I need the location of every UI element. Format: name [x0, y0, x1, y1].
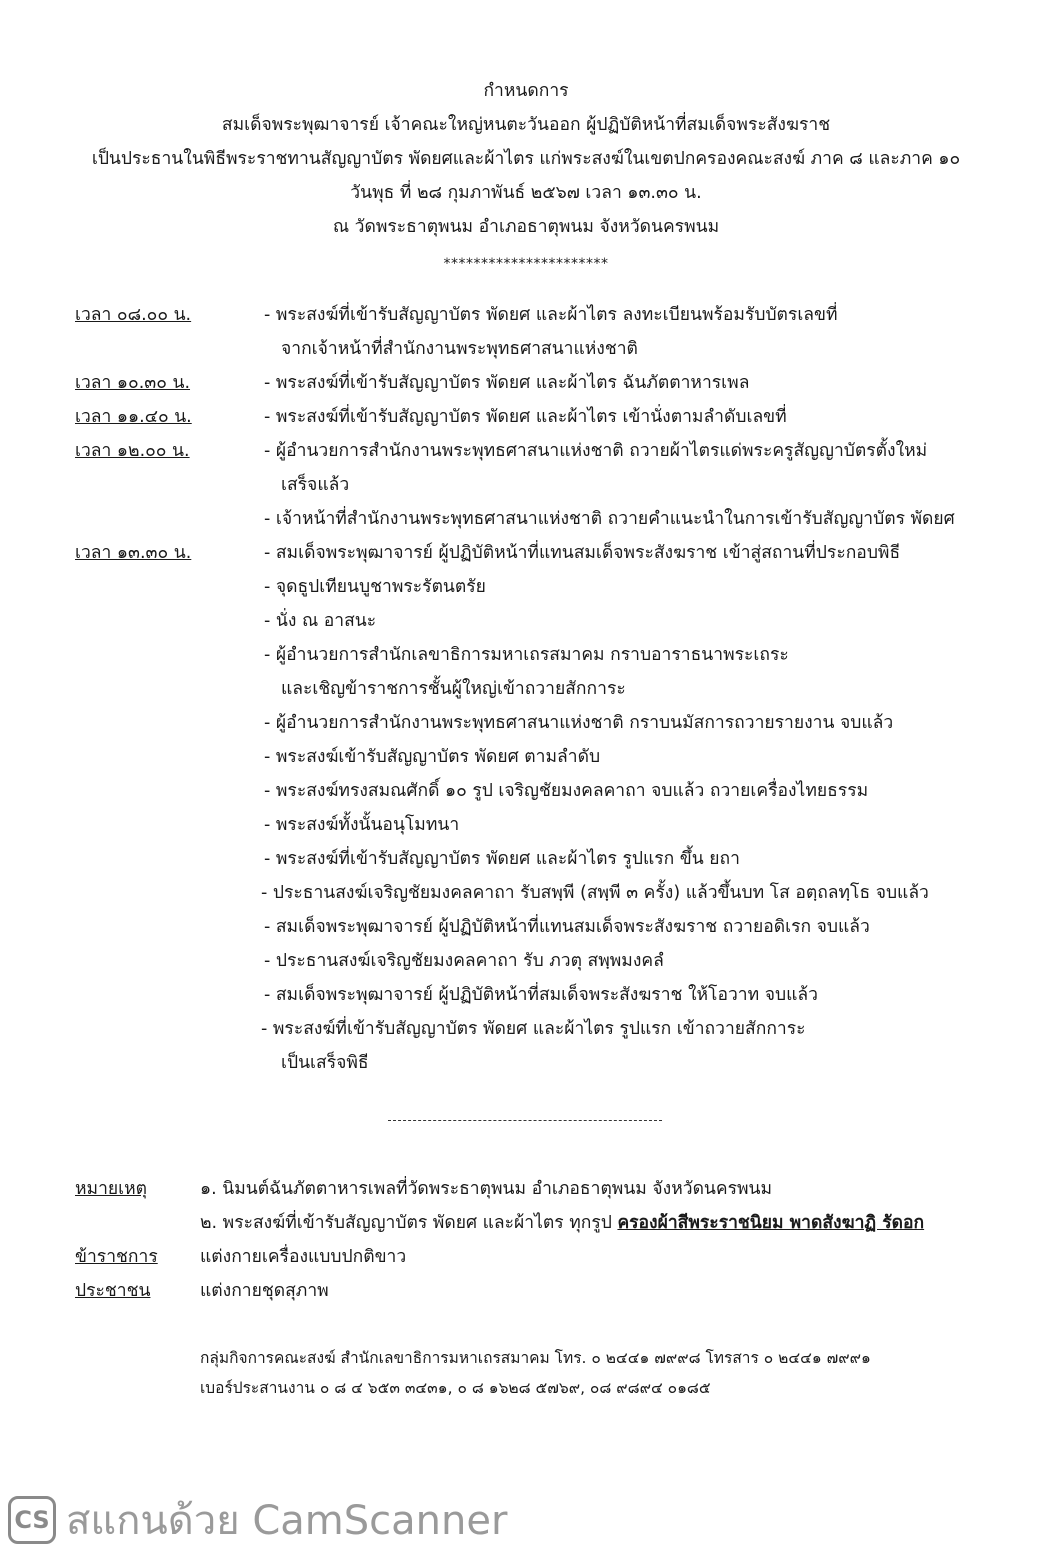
time-label: เวลา ๑๒.๐๐ น. [75, 441, 190, 461]
header-line-date: วันพุธ ที่ ๒๘ กุมภาพันธ์ ๒๕๖๗ เวลา ๑๓.๓๐ น. [350, 183, 702, 203]
header-line-venue: ณ วัดพระธาตุพนม อำเภอธาตุพนม จังหวัดนครพนม [332, 217, 720, 237]
dashed-divider [388, 1120, 662, 1121]
schedule-item: - พระสงฆ์ที่เข้ารับสัญญาบัตร พัดยศ และผ้าไตร ลงทะเบียนพร้อมรับบัตรเลขที่ [264, 305, 838, 325]
schedule-item: - พระสงฆ์ทั้งนั้นอนุโมทนา [264, 815, 460, 835]
document-header [0, 74, 1052, 244]
schedule-item: - พระสงฆ์ที่เข้ารับสัญญาบัตร พัดยศ และผ้าไตร ฉันภัตตาหารเพล [264, 373, 750, 393]
schedule-item: - พระสงฆ์เข้ารับสัญญาบัตร พัดยศ ตามลำดับ [264, 747, 601, 767]
public-dress: แต่งกายชุดสุภาพ [200, 1281, 329, 1301]
schedule-item: - สมเด็จพระพุฒาจารย์ ผู้ปฏิบัติหน้าที่แทนสมเด็จพระสังฆราช ถวายอดิเรก จบแล้ว [264, 917, 870, 937]
schedule-item: - เจ้าหน้าที่สำนักงานพระพุทธศาสนาแห่งชาติ ถวายคำแนะนำในการเข้ารับสัญญาบัตร พัดยศ [264, 509, 955, 529]
schedule-item: - ผู้อำนวยการสำนักงานพระพุทธศาสนาแห่งชาติ ถวายผ้าไตรแด่พระครูสัญญาบัตรตั้งใหม่ [264, 441, 928, 461]
remark-2 [200, 1210, 924, 1236]
contact-line-2: เบอร์ประสานงาน ๐ ๘ ๔ ๖๕๓ ๓๔๓๑, ๐ ๘ ๑๖๒๘ ๕๗๖๙, ๐๘ ๙๘๙๔ ๐๑๘๕ [200, 1379, 711, 1397]
remark-1: ๑. นิมนต์ฉันภัตตาหารเพลที่วัดพระธาตุพนม อำเภอธาตุพนม จังหวัดนครพนม [200, 1179, 773, 1199]
schedule-item: - ผู้อำนวยการสำนักเลขาธิการมหาเถรสมาคม กราบอาราธนาพระเถระ [264, 645, 789, 665]
header-line-presider: สมเด็จพระพุฒาจารย์ เจ้าคณะใหญ่หนตะวันออก ผู้ปฏิบัติหน้าที่สมเด็จพระสังฆราช [221, 115, 831, 135]
remark-2-emphasis: ครองผ้าสีพระราชนิยม พาดสังฆาฏิ รัดอก [617, 1213, 925, 1233]
schedule-item-cont: จากเจ้าหน้าที่สำนักงานพระพุทธศาสนาแห่งชาติ [281, 339, 638, 359]
schedule-item: - จุดธูปเทียนบูชาพระรัตนตรัย [264, 577, 486, 597]
remark-label: หมายเหตุ [75, 1179, 148, 1199]
header-line-ceremony: เป็นประธานในพิธีพระราชทานสัญญาบัตร พัดยศและผ้าไตร แก่พระสงฆ์ในเขตปกครองคณะสงฆ์ ภาค ๘ และภาค ๑๐ [91, 149, 961, 169]
contact-line-1: กลุ่มกิจการคณะสงฆ์ สำนักเลขาธิการมหาเถรสมาคม โทร. ๐ ๒๔๔๑ ๗๙๙๘ โทรสาร ๐ ๒๔๔๑ ๗๙๙๑ [200, 1349, 871, 1367]
remark-2-text: ๒. พระสงฆ์ที่เข้ารับสัญญาบัตร พัดยศ และผ้าไตร ทุกรูป [200, 1213, 618, 1233]
doc-title: กำหนดการ [483, 81, 569, 101]
camscanner-logo-icon: CS [8, 1496, 56, 1544]
schedule-item: - พระสงฆ์ที่เข้ารับสัญญาบัตร พัดยศ และผ้าไตร รูปแรก เข้าถวายสักการะ [261, 1019, 806, 1039]
time-label: เวลา ๑๐.๓๐ น. [75, 373, 191, 393]
public-label: ประชาชน [75, 1281, 151, 1301]
schedule-item: - พระสงฆ์ที่เข้ารับสัญญาบัตร พัดยศ และผ้าไตร รูปแรก ขึ้น ยถา [264, 849, 740, 869]
schedule-item-cont: เสร็จแล้ว [281, 475, 350, 495]
schedule-item: - ผู้อำนวยการสำนักงานพระพุทธศาสนาแห่งชาติ กราบนมัสการถวายรายงาน จบแล้ว [264, 713, 894, 733]
star-separator: ********************** [443, 256, 609, 272]
time-label: เวลา ๑๑.๔๐ น. [75, 407, 192, 427]
official-label: ข้าราชการ [75, 1247, 158, 1267]
schedule-item: - พระสงฆ์ทรงสมณศักดิ์ ๑๐ รูป เจริญชัยมงคลคาถา จบแล้ว ถวายเครื่องไทยธรรม [264, 781, 869, 801]
schedule-item: - ประธานสงฆ์เจริญชัยมงคลคาถา รับ ภวตุ สพฺพมงคลํ [264, 951, 664, 971]
watermark-text: สแกนด้วย CamScanner [66, 1498, 508, 1544]
schedule-item-cont: และเชิญข้าราชการชั้นผู้ใหญ่เข้าถวายสักการะ [281, 679, 626, 699]
time-label: เวลา ๑๓.๓๐ น. [75, 543, 192, 563]
schedule-item: - นั่ง ณ อาสนะ [264, 611, 377, 631]
schedule-item-cont: เป็นเสร็จพิธี [281, 1053, 369, 1073]
schedule-item: - ประธานสงฆ์เจริญชัยมงคลคาถา รับสพฺพี (สพฺพี ๓ ครั้ง) แล้วขึ้นบท โส อตฺถลทฺโธ จบแล้ว [261, 883, 929, 903]
official-dress: แต่งกายเครื่องแบบปกติขาว [200, 1247, 407, 1267]
camscanner-watermark [8, 1490, 507, 1550]
schedule-item: - สมเด็จพระพุฒาจารย์ ผู้ปฏิบัติหน้าที่แทนสมเด็จพระสังฆราช เข้าสู่สถานที่ประกอบพิธี [264, 543, 901, 563]
time-label: เวลา ๐๘.๐๐ น. [75, 305, 192, 325]
schedule-item: - พระสงฆ์ที่เข้ารับสัญญาบัตร พัดยศ และผ้าไตร เข้านั่งตามลำดับเลขที่ [264, 407, 787, 427]
schedule-item: - สมเด็จพระพุฒาจารย์ ผู้ปฏิบัติหน้าที่สมเด็จพระสังฆราช ให้โอวาท จบแล้ว [264, 985, 818, 1005]
